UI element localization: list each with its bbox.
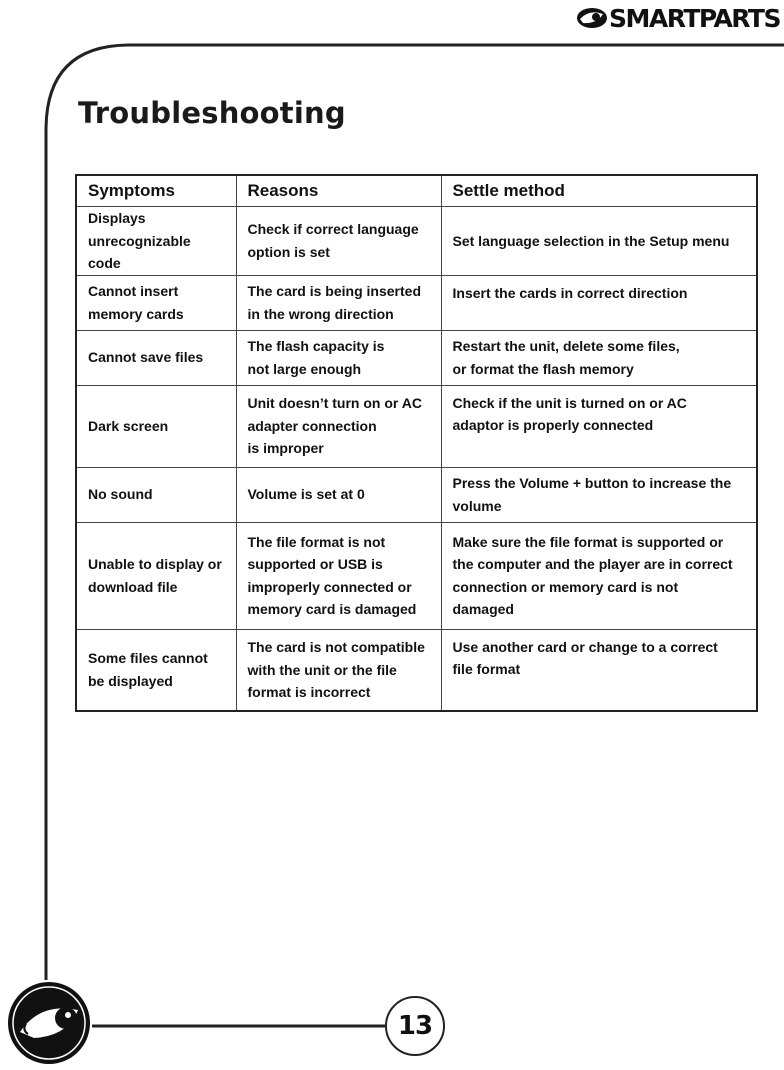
symptom-cell: No sound (76, 467, 236, 522)
brand-name: SMARTPARTS (609, 3, 780, 33)
page-number: 13 (385, 996, 445, 1056)
symptom-cell: Unable to display or download file (76, 522, 236, 629)
method-cell: Set language selection in the Setup menu (441, 207, 757, 276)
table-row (76, 522, 757, 629)
reason-cell: Check if correct language option is set (236, 207, 441, 276)
smartparts-eye-logo-icon (575, 6, 609, 30)
table-row (76, 629, 757, 711)
table-row (76, 207, 757, 276)
table-row (76, 385, 757, 467)
table-row (76, 330, 757, 385)
header-symptoms: Symptoms (76, 175, 236, 207)
table-header-row (76, 175, 757, 207)
header-reasons: Reasons (236, 175, 441, 207)
brand-header (575, 2, 780, 34)
method-cell: Check if the unit is turned on or AC adaptor is properly connected (441, 385, 757, 467)
method-cell: Press the Volume + button to increase the volume (441, 467, 757, 522)
method-cell: Use another card or change to a correct file format (441, 629, 757, 711)
symptom-cell: Dark screen (76, 385, 236, 467)
eye-logo-icon (6, 980, 92, 1066)
reason-cell: The card is being inserted in the wrong direction (236, 275, 441, 330)
symptom-cell: Cannot insert memory cards (76, 275, 236, 330)
method-cell: Restart the unit, delete some files, or format the flash memory (441, 330, 757, 385)
reason-cell: Unit doesn’t turn on or AC adapter connection is improper (236, 385, 441, 467)
method-cell: Make sure the file format is supported or the computer and the player are in correct connection or memory card is not damaged (441, 522, 757, 629)
symptom-cell: Some files cannot be displayed (76, 629, 236, 711)
reason-cell: The file format is not supported or USB is improperly connected or memory card is damaged (236, 522, 441, 629)
table-row (76, 275, 757, 330)
method-cell: Insert the cards in correct direction (441, 275, 757, 330)
symptom-cell: Cannot save files (76, 330, 236, 385)
page-title: Troubleshooting (78, 96, 346, 130)
reason-cell: Volume is set at 0 (236, 467, 441, 522)
symptom-cell: Displays unrecognizable code (76, 207, 236, 276)
header-settle-method: Settle method (441, 175, 757, 207)
troubleshooting-table (75, 174, 758, 712)
reason-cell: The flash capacity is not large enough (236, 330, 441, 385)
reason-cell: The card is not compatible with the unit or the file format is incorrect (236, 629, 441, 711)
table-row (76, 467, 757, 522)
